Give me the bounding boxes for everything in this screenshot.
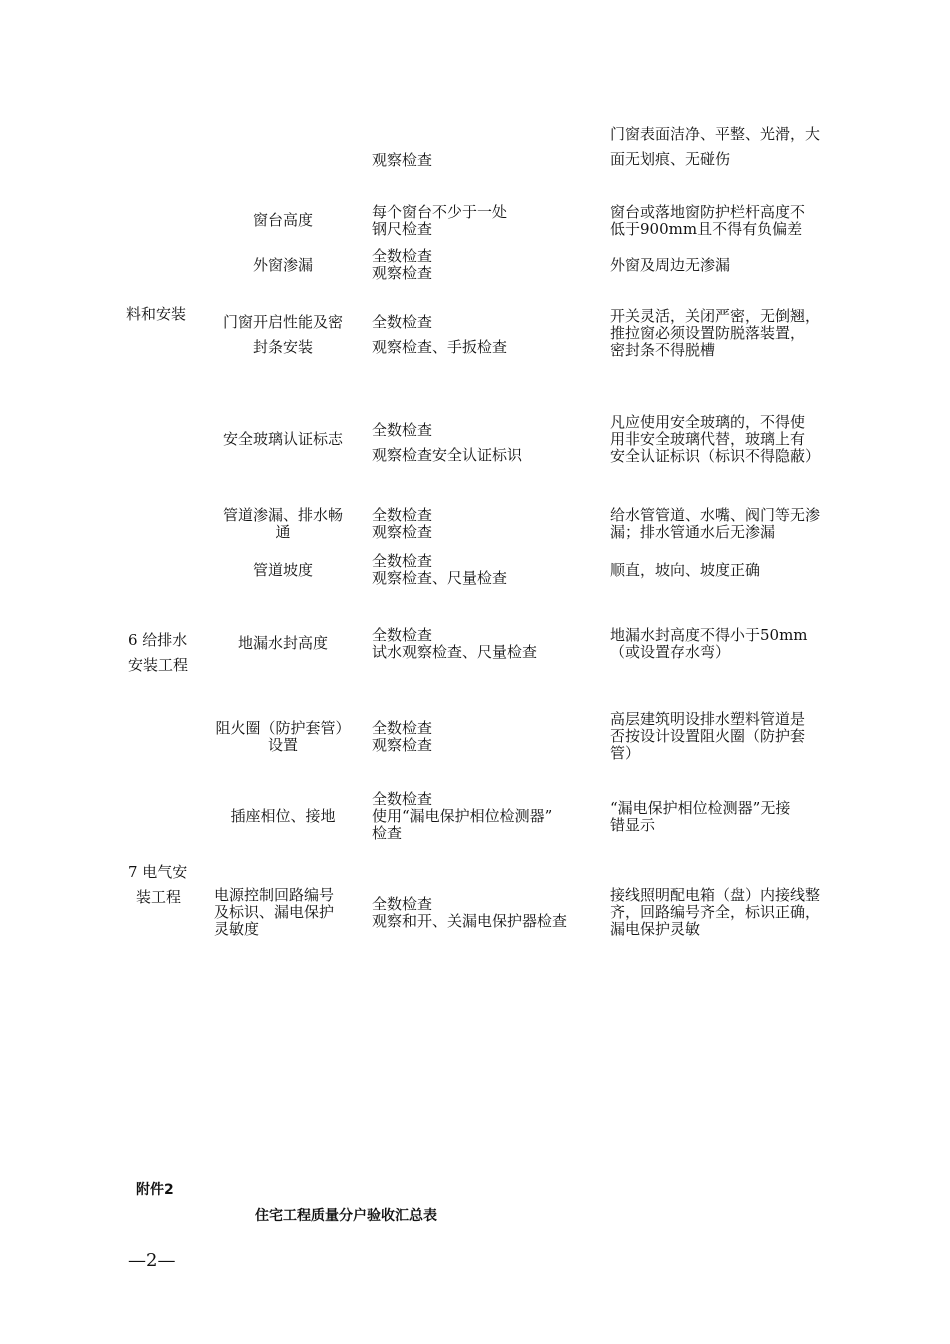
requirement-line: 给水管管道、水嘴、阀门等无渗 — [610, 506, 821, 524]
item-line: 地漏水封高度 — [237, 634, 328, 652]
requirement-line: 推拉窗必须设置防脱落装置， — [610, 324, 806, 342]
method-line: 观察检查、手扳检查 — [372, 338, 508, 356]
method-line: 使用“漏电保护相位检测器” — [372, 807, 553, 825]
requirement-cell — [610, 711, 805, 762]
requirement-cell — [610, 800, 790, 834]
requirement-line: 否按设计设置阻火圈（防护套 — [610, 727, 806, 745]
method-line: 观察和开、关漏电保护器检查 — [372, 912, 568, 930]
method-line: 钢尺检查 — [372, 220, 433, 238]
category-line: 装工程 — [136, 888, 182, 906]
method-line: 全数检查 — [372, 506, 433, 524]
method-line: 全数检查 — [372, 895, 433, 913]
method-line: 试水观察检查、尺量检查 — [372, 643, 538, 661]
method-cell — [372, 627, 537, 661]
method-cell — [372, 791, 552, 842]
category-line: 料和安装 — [126, 305, 187, 323]
requirement-line: 开关灵活，关闭严密，无倒翘， — [610, 307, 821, 325]
requirement-cell — [610, 887, 820, 938]
item-cell — [212, 562, 354, 579]
requirement-line: 顺直，坡向、坡度正确 — [610, 561, 761, 579]
item-cell — [212, 720, 354, 754]
item-line: 电源控制回路编号 — [214, 886, 335, 904]
method-cell — [372, 248, 432, 282]
item-line: 管道渗漏、排水畅 — [222, 506, 343, 524]
requirement-line: 凡应使用安全玻璃的，不得使 — [610, 413, 806, 431]
item-cell — [212, 507, 354, 541]
requirement-line: 低于900mm且不得有负偏差 — [610, 220, 803, 238]
requirement-cell — [610, 122, 820, 172]
method-cell — [372, 507, 432, 541]
item-line: 窗台高度 — [252, 211, 313, 229]
method-cell — [372, 553, 507, 587]
requirement-line: 地漏水封高度不得小于50mm — [610, 626, 808, 644]
item-line: 通 — [275, 523, 291, 541]
requirement-line: 窗台或落地窗防护栏杆高度不 — [610, 203, 806, 221]
method-line: 全数检查 — [372, 247, 433, 265]
requirement-line: 接线照明配电箱（盘）内接线整 — [610, 886, 821, 904]
method-line: 观察检查 — [372, 736, 433, 754]
method-line: 全数检查 — [372, 421, 433, 439]
requirement-cell — [610, 414, 820, 465]
page-number: —2— — [128, 1250, 176, 1271]
item-line: 插座相位、接地 — [230, 807, 336, 825]
requirement-cell — [610, 204, 805, 238]
method-line: 全数检查 — [372, 313, 433, 331]
appendix-title: 住宅工程质量分户验收汇总表 — [255, 1208, 437, 1224]
category-line: 7 电气安 — [128, 863, 188, 881]
requirement-line: 漏电保护灵敏 — [610, 920, 701, 938]
requirement-line: 面无划痕、无碰伤 — [610, 150, 731, 168]
item-line: 安全玻璃认证标志 — [222, 430, 343, 448]
method-line: 观察检查 — [372, 523, 433, 541]
method-line: 观察检查安全认证标识 — [372, 446, 523, 464]
item-line: 灵敏度 — [214, 920, 260, 938]
item-cell — [212, 431, 354, 448]
requirement-cell — [610, 507, 820, 541]
requirement-line: 管） — [610, 744, 641, 762]
item-line: 阻火圈（防护套管） — [215, 719, 351, 737]
requirement-line: 错显示 — [610, 816, 656, 834]
requirement-cell — [610, 562, 760, 579]
appendix-label: 附件2 — [136, 1182, 174, 1198]
category-doors-windows — [126, 306, 186, 323]
method-line: 观察检查 — [372, 151, 433, 169]
requirement-line: 密封条不得脱槽 — [610, 341, 716, 359]
method-line: 观察检查、尺量检查 — [372, 569, 508, 587]
method-line: 全数检查 — [372, 626, 433, 644]
requirement-line: 漏；排水管通水后无渗漏 — [610, 523, 776, 541]
method-cell — [372, 418, 522, 468]
method-line: 全数检查 — [372, 790, 433, 808]
item-line: 管道坡度 — [252, 561, 313, 579]
requirement-cell — [610, 627, 808, 661]
requirement-line: 高层建筑明设排水塑料管道是 — [610, 710, 806, 728]
item-line: 设置 — [267, 736, 298, 754]
method-line: 检查 — [372, 824, 403, 842]
category-electrical — [128, 860, 187, 910]
requirement-line: 门窗表面洁净、平整、光滑，大 — [610, 125, 821, 143]
method-line: 全数检查 — [372, 552, 433, 570]
item-cell — [212, 808, 354, 825]
item-cell — [212, 310, 354, 360]
item-line: 门窗开启性能及密 — [222, 313, 343, 331]
method-line: 全数检查 — [372, 719, 433, 737]
method-cell — [372, 152, 432, 169]
requirement-line: （或设置存水弯） — [610, 643, 731, 661]
category-line: 6 给排水 — [128, 631, 188, 649]
item-line: 及标识、漏电保护 — [214, 903, 335, 921]
item-line: 外窗渗漏 — [252, 256, 313, 274]
method-line: 观察检查 — [372, 264, 433, 282]
method-cell — [372, 310, 507, 360]
item-cell — [212, 212, 354, 229]
requirement-line: 安全认证标识（标识不得隐蔽） — [610, 447, 821, 465]
item-line: 封条安装 — [252, 338, 313, 356]
item-cell — [212, 635, 354, 652]
requirement-cell — [610, 308, 820, 359]
method-cell — [372, 720, 432, 754]
method-cell — [372, 204, 507, 238]
requirement-cell — [610, 257, 730, 274]
requirement-line: 用非安全玻璃代替，玻璃上有 — [610, 430, 806, 448]
category-line: 安装工程 — [128, 656, 189, 674]
requirement-line: 外窗及周边无渗漏 — [610, 256, 731, 274]
method-line: 每个窗台不少于一处 — [372, 203, 508, 221]
category-plumbing — [128, 628, 188, 678]
method-cell — [372, 896, 567, 930]
requirement-line: 齐，回路编号齐全，标识正确， — [610, 903, 821, 921]
item-cell — [214, 887, 334, 938]
requirement-line: “漏电保护相位检测器”无接 — [610, 799, 791, 817]
item-cell — [212, 257, 354, 274]
